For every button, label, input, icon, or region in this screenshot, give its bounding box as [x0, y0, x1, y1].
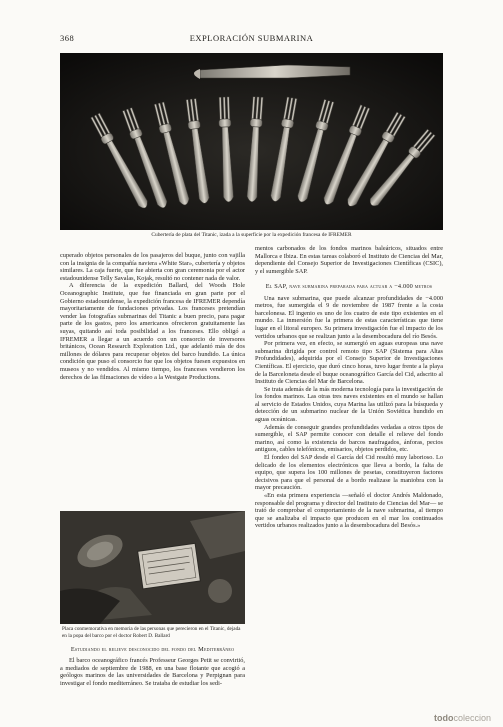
left-paragraph-3: El barco oceanográfico francés Professeur Georges Petit se convirtió, a mediados de septiembre de 1988, en una base flotante que acogió a geólogos marinos de las universidades de Barcelona y Perpignan para investigar el fondo mediterráneo. Se trataba de estudiar los sedi-	[60, 657, 245, 687]
page-header	[60, 33, 443, 47]
plaque-illustration	[60, 511, 245, 624]
plaque-photo	[60, 511, 245, 624]
watermark-prefix: todo	[433, 713, 454, 723]
left-column	[60, 252, 245, 381]
right-paragraph-4: Además de conseguir grandes profundidades vedadas a otros tipos de sumergible, el SAP permite conocer con detalle el relieve del fondo marino, así como la existencia de barcos naufragados, ánforas, pecios antiguos, cables telefónicos, emisarios, objetos perdidos, etc.	[255, 423, 443, 454]
right-intro: mentos carbonados de los fondos marinos baleáricos, situados entre Mallorca e Ibiza. En estas tareas colaboró el Instituto de Ciencias del Mar, dependiente del Consejo Superior de Investigaciones Científicas (CSIC), y el sumergible SAP.	[255, 245, 443, 275]
mediterranean-subheading: Estudiando el relieve desconocido del fondo del Mediterráneo	[70, 646, 235, 653]
figure2-caption: Placa conmemorativa en memoria de las personas que perecieron en el Titanic, dejada en la popa del barco por el doctor Robert D. Ballard	[62, 626, 241, 639]
watermark	[434, 713, 491, 723]
watermark-suffix: coleccion	[453, 713, 491, 723]
page-number: 368	[60, 33, 75, 43]
left-paragraph-1: cuperado objetos personales de los pasajeros del buque, junto con vajilla con la insignia de la compañía naviera «White Star», cubertería y objetos similares. La caja fuerte, que fue abierta con gran ceremonia por el actor estadounidense Telly Savalas, Kojak, resultó no contener nada de valor.	[60, 252, 245, 282]
right-paragraph-5: El fondeo del SAP desde el García del Cid resultó muy laborioso. Lo delicado de los elementos electrónicos que lleva a bordo, la falta de equipo, que supera los 100 millones de pesetas, constituyeron factores decisivos para que el personal de a bordo realizase la maniobra con la mayor precaución.	[255, 454, 443, 492]
right-column	[255, 245, 443, 530]
running-title: EXPLORACIÓN SUBMARINA	[189, 33, 314, 43]
sap-subheading: El SAP, nave submarina preparada para actuar a −4.000 metros	[265, 283, 433, 291]
left-paragraph-2: A diferencia de la expedición Ballard, del Woods Hole Oceanographic Institute, que fue financiada en gran parte por el Gobierno estadounidense, la expedición francesa de IFREMER dependía mayoritariamente de fundaciones privadas. Los franceses pretendían vender las fotografías submarinas del Titanic a buen precio, para pagar parte de los gastos, pero los americanos ofrecieron gratuitamente las suyas, quitando así toda posibilidad a los franceses. Ello obligó a IFREMER a llegar a un acuerdo con un consorcio de inversores británicos, Ocean Research Exploration Ltd., que adelantó más de dos millones de dólares para recuperar objetos del barco hundido. La única condición que puso el consorcio fue que los objetos fuesen expuestos en museos y no vendidos. Al mismo tiempo, los franceses vendieron los derechos de las filmaciones de vídeo a la Westgate Productions.	[60, 282, 245, 381]
figure1-caption: Cubertería de plata del Titanic, izada a la superficie por la expedición francesa de IFREMER	[151, 232, 352, 238]
left-column-lower	[60, 646, 245, 688]
cutlery-illustration	[60, 53, 443, 230]
right-paragraph-3: Se trata además de la más moderna tecnología para la investigación de los fondos marinos. Las otras tres naves existentes en el mundo se hallan al servicio de Estados Unidos, cuya Marina las utilizó para la búsqueda y detección de un submarino nuclear de la Unión Soviética hundido en aguas oceánicas.	[255, 385, 443, 424]
cutlery-photo	[60, 53, 443, 230]
right-paragraph-2: Por primera vez, en efecto, se sumergió en aguas europeas una nave submarina dirigida por control remoto tipo SAP (Sistema para Altas Profundidades), adquirida por el Consejo Superior de Investigaciones Científicas. El ejercicio, que duró cinco horas, tuvo lugar frente a la playa de la Barceloneta desde el buque oceanográfico García del Cid, adscrito al Instituto de Ciencias del Mar de Barcelona.	[255, 340, 443, 386]
right-paragraph-6: «En esta primera experiencia —señaló el doctor Andrés Maldonado, responsable del programa y director del Instituto de Ciencias del Mar— se trató de comprobar el comportamiento de la nave submarina, al tiempo que se analizaba el impacto que producen en el mar los continuados vertidos urbanos realizados junto a la desembocadura del Besós.»	[255, 492, 443, 530]
commemorative-plaque-shape	[138, 543, 201, 589]
right-paragraph-1: Una nave submarina, que puede alcanzar profundidades de −4.000 metros, fue sumergida el 9 de noviembre de 1987 frente a la costa barcelonesa. El ingenio es uno de los cuatro de este tipo existentes en el mundo. La inmersión fue la primera de estas características que tiene lugar en el litoral europeo. Su primera investigación fue el impacto de los vertidos urbanos que se realizan junto a la desembocadura del río Besós.	[255, 294, 443, 340]
